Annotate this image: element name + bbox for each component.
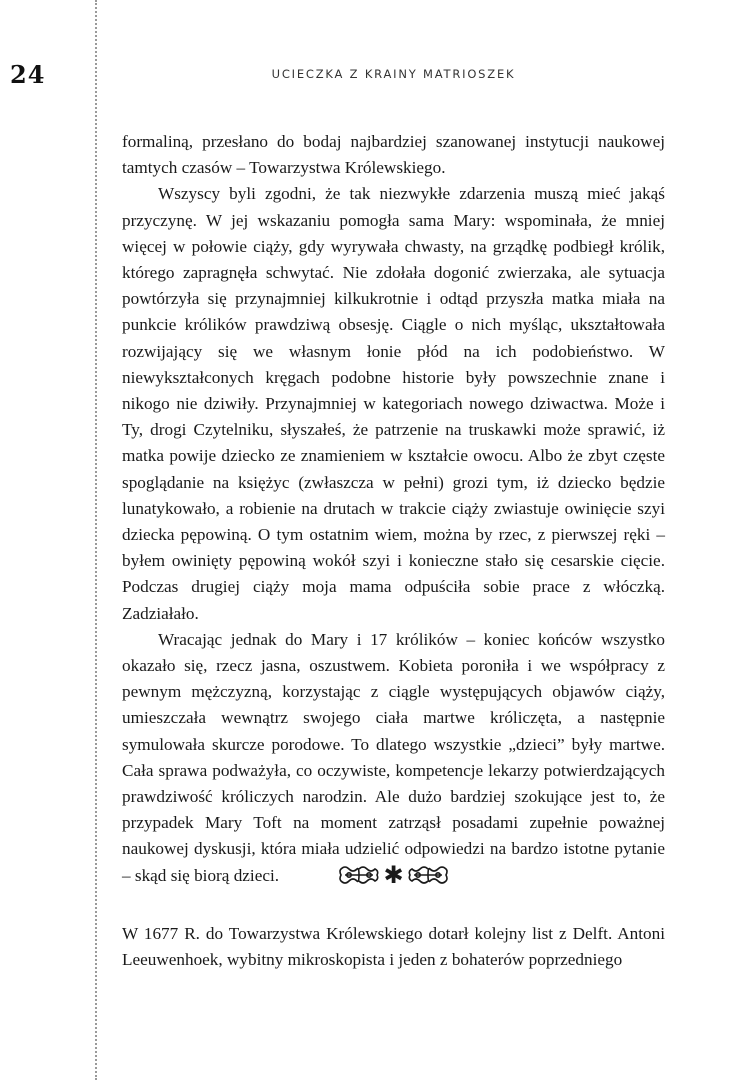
paragraph: W 1677 R. do Towarzystwa Królewskiego dotarł kolejny list z Delft. Antoni Leeuwenhoek, wybitny mikroskopista i jeden z bohaterów poprzedniego: [122, 924, 665, 970]
paragraph: formaliną, przesłano do bodaj najbardziej szanowanej instytucji naukowej tamtych czasów – Towarzystwa Królewskiego.: [122, 132, 665, 178]
section-break-ornament: [122, 860, 665, 890]
paragraph: Wracając jednak do Mary i 17 królików – koniec końców wszystko okazało się, rzecz jasna, oszustwem. Kobieta poroniła i we współpracy z pewnym mężczyzną, korzystając z ciągle występujących objawów ciąży, umieszczała wewnątrz swojego ciała martwe króliczęta, a następnie symulowała skurcze porodowe. To dlatego wszystkie „dzieci” były martwe. Cała sprawa podważyła, co oczywiste, kompetencje lekarzy potwierdzających prawdziwość króliczych narodzin. Ale dużo bardziej szokujące jest to, że przypadek Mary Toft na moment zatrząsł posadami zupełnie poważnej naukowej dyskusji, która miała udzielić odpowiedzi na bardzo istotne pytanie – skąd się biorą dzieci.: [122, 629, 665, 885]
paragraph: Wszyscy byli zgodni, że tak niezwykłe zdarzenia muszą mieć jakąś przyczynę. W jej wskazaniu pomogła sama Mary: wspominała, że mniej więcej w połowie ciąży, gdy wyrywała chwasty, na grządkę podbiegł królik, którego zapragnęła schwytać. Nie zdołała dogonić zwierzaka, ale sytuacja powtórzyła się przynajmniej kilkukrotnie i odtąd przyszła matka miała na punkcie królików prawdziwą obsesję. Ciągle o nich myśląc, ukształtowała rozwijający się we własnym łonie płód na ich podobieństwo. W niewykształconych kręgach podobne historie były powszechnie znane i nikogo nie dziwiły. Przynajmniej w kategoriach nowego dziwactwa. Może i Ty, drogi Czytelniku, słyszałeś, że patrzenie na truskawki może sprawić, iż matka powije dziecko ze znamieniem w kształcie owocu. Albo że zbyt częste spoglądanie na księżyc (zwłaszcza w pełni) grozi tym, iż dziecko będzie lunatykowało, a robienie na drutach w trakcie ciąży zwiastuje owinięcie szyi dziecka pępowiną. O tym ostatnim wiem, można by rzec, z pierwszej ręki – byłem owinięty pępowiną wokół szyi i konieczne stało się cesarskie cięcie. Podczas drugiej ciąży moja mama odpuściła sobie prace z włóczką. Zadziałało.: [122, 184, 665, 623]
body-text: [122, 129, 665, 889]
ornament-center-star-icon: ✱: [383, 861, 404, 889]
section-body-text: [122, 921, 665, 973]
running-head: UCIECZKA Z KRAINY MATRIOSZEK: [271, 67, 516, 81]
ornament-right-icon: [408, 865, 448, 885]
ornament-left-icon: [339, 865, 379, 885]
page-number: 24: [10, 60, 46, 89]
margin-dotted-rule: [95, 0, 97, 1080]
